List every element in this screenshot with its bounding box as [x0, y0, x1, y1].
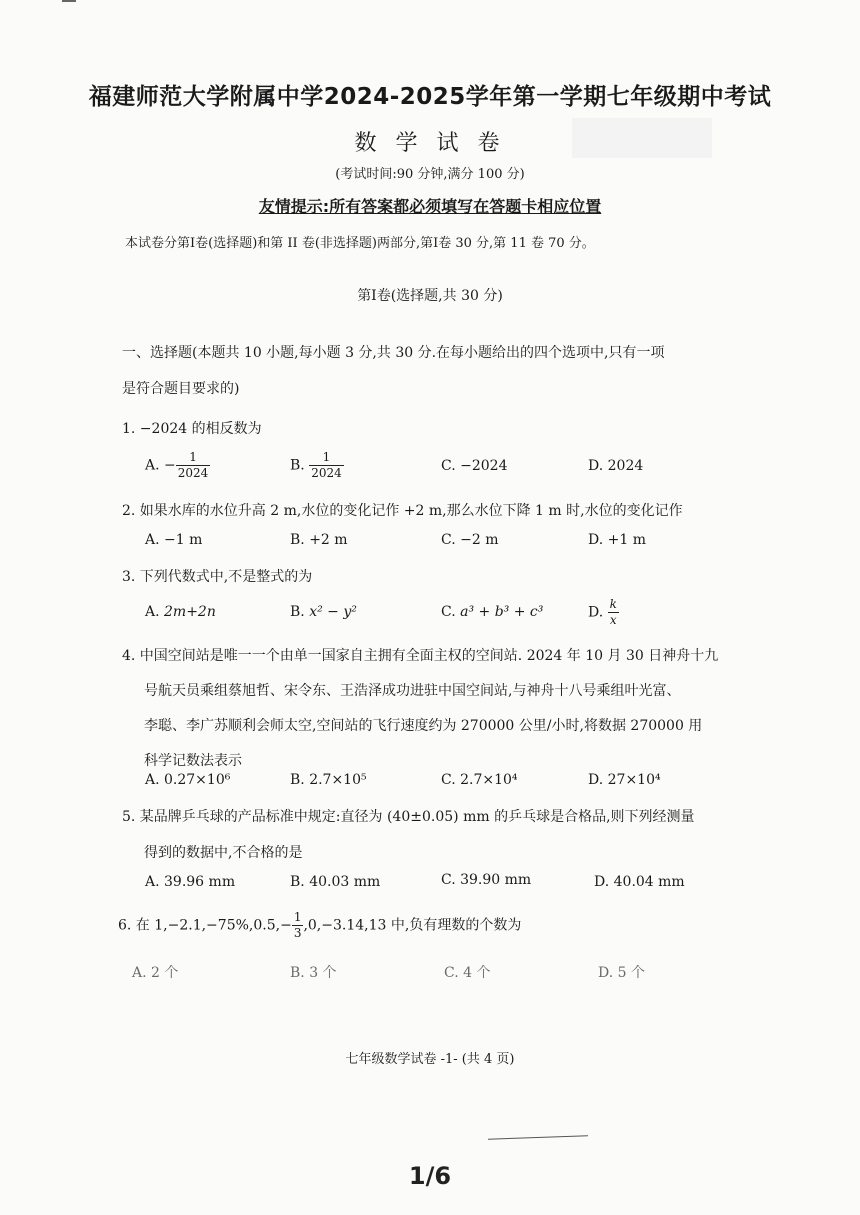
question-2-option-c: C. −2 m: [441, 532, 499, 548]
question-6-option-a: A. 2 个: [132, 965, 179, 981]
question-3-stem: 3. 下列代数式中,不是整式的为: [122, 569, 313, 585]
friendly-tip: [0, 194, 860, 217]
question-3-option-a: A. 2m+2n: [145, 604, 216, 620]
question-1-option-d: D. 2024: [588, 458, 644, 474]
exam-intro: 本试卷分第Ⅰ卷(选择题)和第 II 卷(非选择题)两部分,第Ⅰ卷 30 分,第 11 卷 70 分。: [125, 236, 595, 251]
fraction: $\frac{1}{2024}$: [177, 450, 209, 480]
question-5-option-a: A. 39.96 mm: [145, 874, 236, 890]
part1-heading: 第Ⅰ卷(选择题,共 30 分): [357, 288, 503, 304]
question-4-option-b: B. 2.7×10⁵: [290, 772, 367, 788]
question-3-option-b: B. x² − y²: [290, 604, 357, 620]
question-3-option-c: C. a³ + b³ + c³: [441, 604, 544, 620]
question-4-option-d: D. 27×10⁴: [588, 772, 661, 788]
corner-scan-mark: [62, 0, 76, 2]
question-4-option-c: C. 2.7×10⁴: [441, 772, 518, 788]
question-5-option-c: C. 39.90 mm: [441, 872, 532, 888]
question-4-stem-line3: 李聪、李广苏顺利会师太空,空间站的飞行速度约为 270000 公里/小时,将数据 270000 用: [144, 718, 703, 734]
fraction: $\frac{1}{3}$: [293, 910, 302, 940]
section-instructions-line2: 是符合题目要求的): [122, 381, 240, 397]
question-6-option-d: D. 5 个: [598, 965, 645, 981]
fraction: $\frac{1}{2024}$: [311, 450, 342, 480]
question-1-option-b: B. $\frac{1}{2024}$: [290, 450, 342, 480]
question-1-stem: 1. −2024 的相反数为: [122, 421, 262, 437]
question-2-option-a: A. −1 m: [145, 532, 203, 548]
pen-stroke-mark: [488, 1135, 588, 1139]
question-1-option-a: A. − $\frac{1}{2024}$: [145, 450, 209, 480]
question-4-option-a: A. 0.27×10⁶: [145, 772, 231, 788]
fraction: $\frac{k}{x}$: [609, 597, 617, 627]
question-6-stem: 6. 在 1,−2.1,−75%,0.5,− $\frac{1}{3}$ ,0,−3.14,13 中,负有理数的个数为: [118, 910, 522, 940]
tip-prefix: 友情提示:所有答案都必须填写在: [258, 197, 490, 216]
question-5-option-b: B. 40.03 mm: [290, 874, 381, 890]
question-4-stem-line1: 4. 中国空间站是唯一一个由单一国家自主拥有全面主权的空间站. 2024 年 10 月 30 日神舟十九: [122, 648, 719, 664]
question-5-option-d: D. 40.04 mm: [594, 874, 685, 890]
page-indicator: 1/6: [408, 1162, 452, 1190]
section-instructions-line1: 一、选择题(本题共 10 小题,每小题 3 分,共 30 分.在每小题给出的四个选项中,只有一项: [122, 345, 665, 361]
question-4-stem-line4: 科学记数法表示: [144, 753, 242, 769]
question-1-option-c: C. −2024: [441, 458, 508, 474]
question-3-option-d: D. $\frac{k}{x}$: [588, 597, 617, 627]
question-5-stem-line2: 得到的数据中,不合格的是: [144, 845, 303, 861]
page-footer: 七年级数学试卷 -1- (共 4 页): [345, 1052, 515, 1067]
question-5-stem-line1: 5. 某品牌乒乓球的产品标准中规定:直径为 (40±0.05) mm 的乒乓球是合格品,则下列经测量: [122, 809, 695, 825]
question-2-stem: 2. 如果水库的水位升高 2 m,水位的变化记作 +2 m,那么水位下降 1 m 时,水位的变化记作: [122, 503, 683, 519]
exam-subtitle: 数 学 试 卷: [354, 131, 506, 156]
question-4-stem-line2: 号航天员乘组蔡旭哲、宋令东、王浩泽成功进驻中国空间站,与神舟十八号乘组叶光富、: [144, 683, 681, 699]
tip-underlined: 答题卡相应位置: [489, 197, 602, 216]
exam-title: 福建师范大学附属中学2024-2025学年第一学期七年级期中考试: [88, 84, 772, 110]
question-6-option-b: B. 3 个: [290, 965, 337, 981]
question-6-option-c: C. 4 个: [444, 965, 491, 981]
question-2-option-d: D. +1 m: [588, 532, 646, 548]
exam-time: (考试时间:90 分钟,满分 100 分): [335, 167, 525, 182]
question-2-option-b: B. +2 m: [290, 532, 348, 548]
